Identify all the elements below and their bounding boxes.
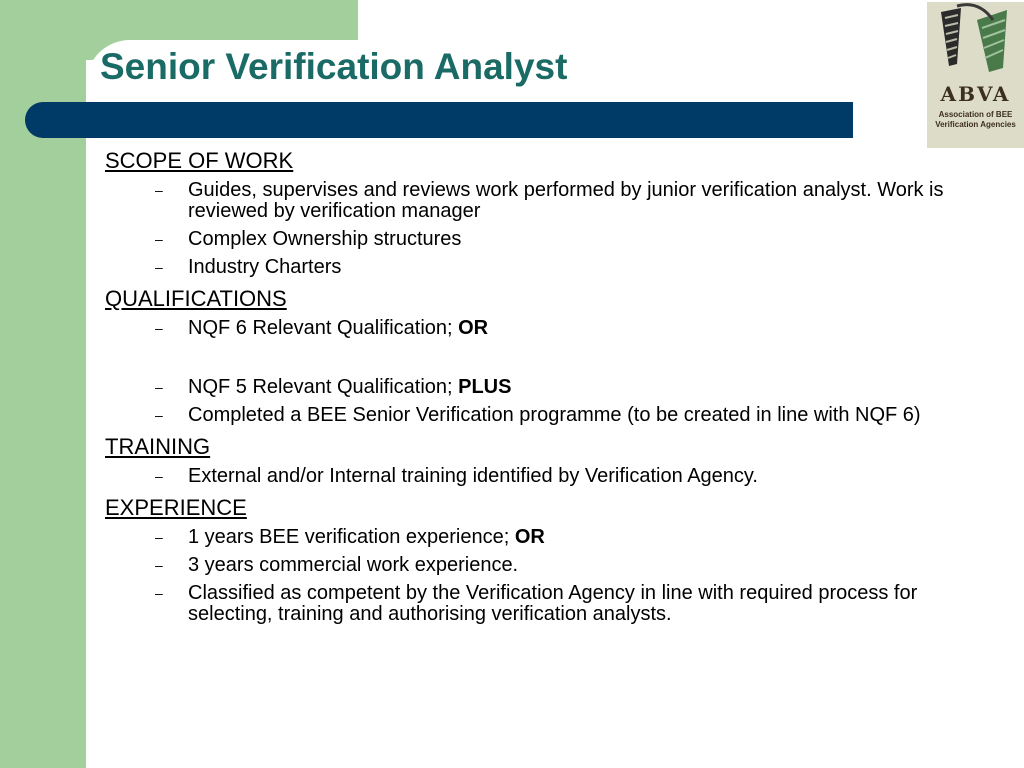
list-item: – Industry Charters [155,256,342,278]
dash-bullet-icon: – [155,259,163,275]
list-item: – NQF 5 Relevant Qualification; PLUS [155,376,512,398]
logo-name: ABVA [940,82,1011,106]
slide-title: Senior Verification Analyst [100,46,568,87]
list-item: – 1 years BEE verification experience; OR [155,526,545,548]
slide-body [105,147,955,632]
dash-bullet-icon: – [155,585,163,601]
dash-bullet-icon: – [155,379,163,395]
dash-bullet-icon: – [155,468,163,484]
list-item: – 3 years commercial work experience. [155,554,519,576]
list-item: – External and/or Internal training identified by Verification Agency. [155,465,758,487]
dash-bullet-icon: – [155,320,163,336]
list-item: – NQF 6 Relevant Qualification; OR [155,317,489,339]
abva-logo [927,2,1024,148]
section-heading-qualifications: QUALIFICATIONS [105,286,287,311]
spindle-cups-icon [927,2,1024,82]
dash-bullet-icon: – [155,231,163,247]
list-item: – Completed a BEE Senior Verification programme (to be created in line with NQF 6) [155,404,921,426]
list-item: – Guides, supervises and reviews work performed by junior verification analyst. Work is reviewed by verification manager [155,179,944,222]
dash-bullet-icon: – [155,182,163,198]
logo-subtitle [927,110,1024,130]
logo-subtitle-line2: Verification Agencies [935,120,1016,129]
section-heading-training: TRAINING [105,434,211,459]
dash-bullet-icon: – [155,407,163,423]
dash-bullet-icon: – [155,557,163,573]
title-underline-bar [25,102,853,138]
section-heading-experience: EXPERIENCE [105,495,247,520]
list-item: – Complex Ownership structures [155,228,462,250]
list-item: – Classified as competent by the Verification Agency in line with required process for selecting, training and authorising verification analysts. [155,582,918,625]
section-heading-scope: SCOPE OF WORK [105,148,294,173]
logo-subtitle-line1: Association of BEE [938,110,1013,119]
dash-bullet-icon: – [155,529,163,545]
